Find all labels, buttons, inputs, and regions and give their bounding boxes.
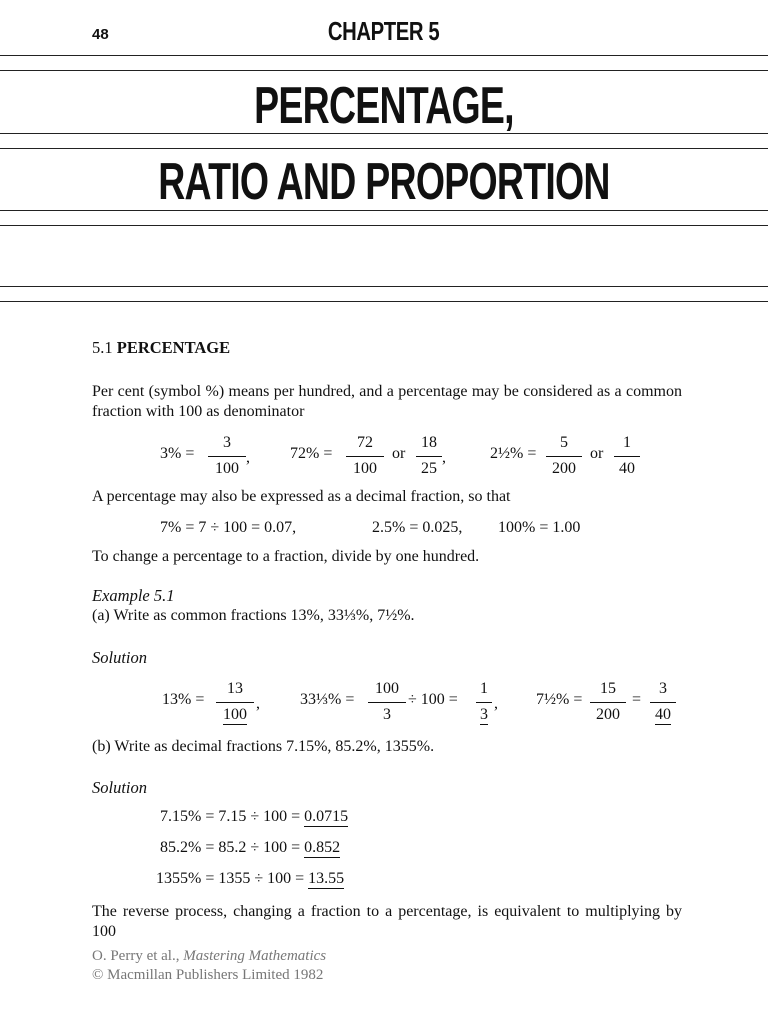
eq-label: 2½% = [490,445,537,462]
denominator: 100 [223,706,247,723]
rule-line [0,286,768,287]
eq-label: 3% = [160,445,195,462]
fraction [614,432,640,479]
numerator: 13 [227,680,243,697]
numerator: 100 [375,680,399,697]
numerator: 15 [600,680,616,697]
intro-paragraph: Per cent (symbol %) means per hundred, and a percentage may be considered as a common fraction with 100 as denominator [92,383,682,420]
eq-label: 72% = [290,445,333,462]
footer-copyright: © Macmillan Publishers Limited 1982 [92,967,324,983]
numerator: 1 [623,434,631,451]
section-number: 5.1 [92,338,113,357]
rule-line [0,133,768,134]
denominator: 100 [353,460,377,477]
rule-line [0,301,768,302]
denominator: 100 [215,460,239,477]
example-part-b: (b) Write as decimal fractions 7.15%, 85.2%, 1355%. [92,738,435,755]
rule-line [0,225,768,226]
rule-line [0,70,768,71]
rule-text: To change a percentage to a fraction, divide by one hundred. [92,548,480,565]
or-word: or [392,445,406,462]
numerator: 5 [560,434,568,451]
solution-line [160,808,348,826]
example-part-a: (a) Write as common fractions 13%, 33⅓%, 7½%. [92,607,415,624]
footer-author: O. Perry et al., [92,948,180,964]
numerator: 3 [223,434,231,451]
rule-line [0,148,768,149]
chapter-title-line1: PERCENTAGE, [254,77,514,135]
operator: ÷ 100 = [408,691,458,708]
reverse-paragraph: The reverse process, changing a fraction to a percentage, is equivalent to multiplying by 100 [92,903,682,940]
numerator: 3 [659,680,667,697]
equation: 100% = 1.00 [498,519,581,536]
example-title: Example 5.1 [92,586,175,605]
denominator: 3 [383,706,391,723]
fraction [368,678,406,725]
fraction [590,678,626,725]
equals: = [632,691,642,708]
numerator: 18 [421,434,437,451]
comma: , [442,449,446,466]
rule-line [0,55,768,56]
chapter-label: CHAPTER 5 [327,16,440,46]
answer: 0.0715 [304,808,349,825]
section-heading [92,338,230,358]
fraction [416,432,442,479]
eq-label: 7½% = [536,691,583,708]
denominator: 40 [619,460,635,477]
page-number: 48 [92,26,109,43]
solution-line [160,839,340,857]
or-word: or [590,445,604,462]
denominator: 25 [421,460,437,477]
chapter-title-line2: RATIO AND PROPORTION [158,153,610,211]
solution-label: Solution [92,778,148,797]
fraction [346,432,384,479]
solution-line [156,870,344,888]
denominator: 3 [480,706,488,723]
section-title: PERCENTAGE [116,338,231,357]
equation: 2.5% = 0.025, [372,519,463,536]
rule-line [0,210,768,211]
fraction [216,678,254,725]
comma: , [246,449,250,466]
denominator: 40 [655,706,671,723]
expression: 85.2% = 85.2 ÷ 100 = [160,839,301,856]
equation: 7% = 7 ÷ 100 = 0.07, [160,519,297,536]
eq-label: 13% = [162,691,205,708]
expression: 1355% = 1355 ÷ 100 = [156,870,305,887]
eq-label: 33⅓% = [300,691,355,708]
comma: , [256,695,260,712]
fraction [208,432,246,479]
denominator: 200 [552,460,576,477]
solution-label: Solution [92,648,148,667]
numerator: 72 [357,434,373,451]
footer-citation [92,948,326,965]
answer: 0.852 [304,839,341,856]
denominator: 200 [596,706,620,723]
fraction [650,678,676,725]
comma: , [494,695,498,712]
answer: 13.55 [308,870,345,887]
fraction [476,678,492,725]
footer-book-title: Mastering Mathematics [183,948,327,964]
fraction [546,432,582,479]
numerator: 1 [480,680,488,697]
decimal-text: A percentage may also be expressed as a decimal fraction, so that [92,488,511,505]
expression: 7.15% = 7.15 ÷ 100 = [160,808,301,825]
